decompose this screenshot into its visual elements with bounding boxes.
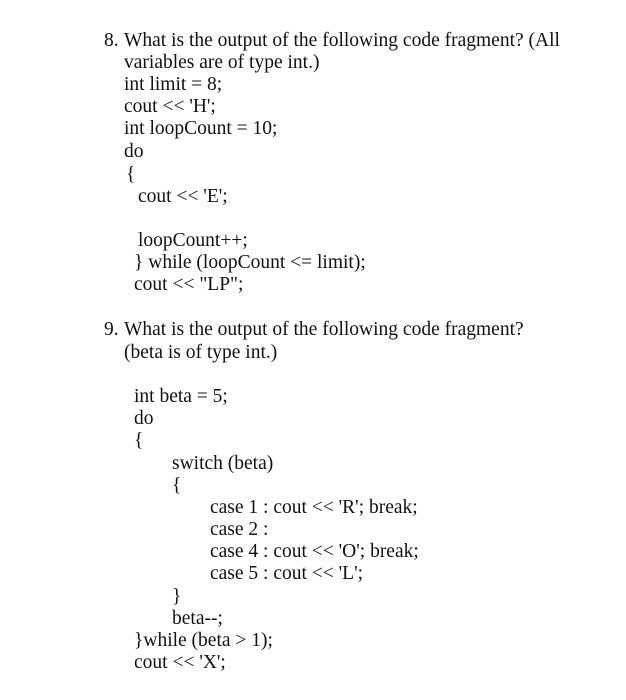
question-9-code-line: case 2 :: [210, 519, 269, 540]
question-9-code-line: }while (beta > 1);: [134, 630, 273, 651]
question-8-prompt-line-1: What is the output of the following code fragment? (All: [124, 30, 560, 51]
question-9-code-line: {: [134, 430, 144, 451]
question-9-code-line: case 4 : cout << 'O'; break;: [210, 541, 419, 562]
question-8-code-line: cout << "LP";: [134, 274, 244, 295]
question-8-code-line: int limit = 8;: [124, 74, 223, 95]
question-8-code-line: } while (loopCount <= limit);: [134, 252, 366, 273]
question-8-code-line: cout << 'H';: [124, 96, 216, 117]
question-8-code-line: do: [124, 141, 144, 162]
question-9-code-line: {: [172, 475, 182, 496]
question-9-prompt-line-2: (beta is of type int.): [124, 342, 278, 363]
question-8-code-line: {: [126, 164, 136, 185]
question-8-code-line: int loopCount = 10;: [124, 118, 278, 139]
question-9-number: 9.: [104, 319, 119, 340]
question-9-prompt-line-1: What is the output of the following code fragment?: [124, 319, 524, 340]
question-9-code-line: beta--;: [172, 608, 223, 629]
question-9-code-line: cout << 'X';: [134, 652, 226, 673]
question-9-code-line: }: [172, 586, 182, 607]
question-9-code-line: int beta = 5;: [134, 386, 228, 407]
question-8-code-line: loopCount++;: [138, 230, 248, 251]
question-8-prompt-line-2: variables are of type int.): [124, 52, 320, 73]
question-9-code-line: switch (beta): [172, 453, 274, 474]
question-9-code-line: case 1 : cout << 'R'; break;: [210, 497, 418, 518]
question-9-code-line: do: [134, 408, 154, 429]
question-8-number: 8.: [104, 30, 119, 51]
question-8-code-line: cout << 'E';: [138, 186, 228, 207]
question-9-code-line: case 5 : cout << 'L';: [210, 563, 364, 584]
